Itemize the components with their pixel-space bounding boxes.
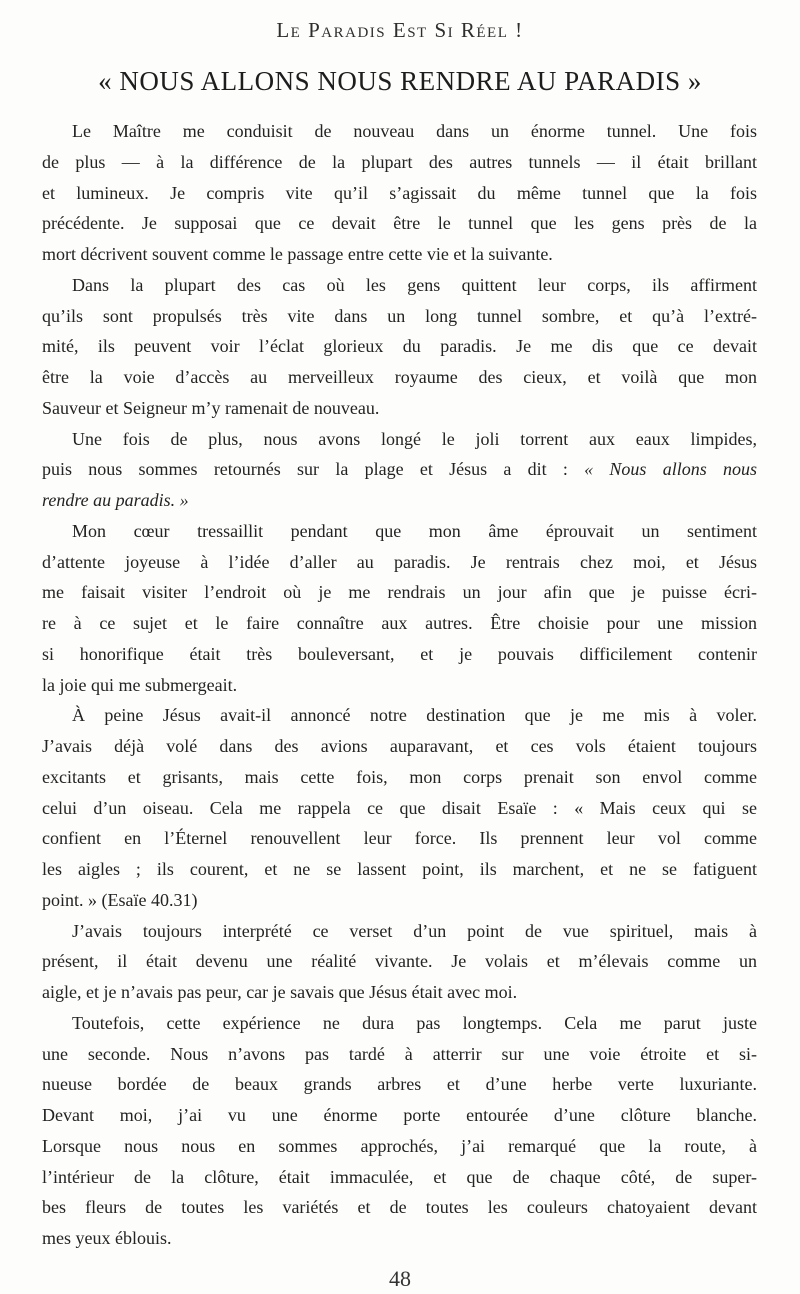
text-line [42, 208, 757, 239]
text-line [42, 823, 757, 854]
text-segment: qu’ils sont propulsés très vite dans un long tunnel sombre, et qu’à l’extré- [42, 305, 757, 326]
text-segment: aigle, et je n’avais pas peur, car je savais que Jésus était avec moi. [42, 982, 518, 1002]
paragraph [42, 516, 757, 701]
text-line [42, 854, 757, 885]
text-segment: celui d’un oiseau. Cela me rappela ce que disait Esaïe : « Mais ceux qui se [42, 797, 757, 818]
body-text [42, 116, 757, 1254]
text-line [42, 147, 757, 178]
text-segment: puis nous sommes retournés sur la plage et Jésus a dit : [42, 459, 585, 480]
paragraph [42, 270, 757, 424]
italic-quote-segment: « Nous allons nous [584, 459, 757, 480]
paragraph [42, 700, 757, 915]
text-segment: Dans la plupart des cas où les gens quittent leur corps, ils affirment [72, 274, 757, 295]
text-line [42, 301, 757, 332]
text-line [42, 116, 757, 147]
text-line [42, 1223, 757, 1254]
text-line [42, 424, 757, 455]
text-line [42, 731, 757, 762]
text-segment: une seconde. Nous n’avons pas tardé à atterrir sur une voie étroite et si- [42, 1043, 757, 1064]
text-line [42, 639, 757, 670]
text-segment: bes fleurs de toutes les variétés et de toutes les couleurs chatoyaient devant [42, 1197, 757, 1218]
text-segment: Lorsque nous nous en sommes approchés, j’ai remarqué que la route, à [42, 1135, 757, 1156]
text-segment: J’avais toujours interprété ce verset d’un point de vue spirituel, mais à [72, 920, 757, 941]
text-segment: Mon cœur tressaillit pendant que mon âme éprouvait un sentiment [72, 520, 757, 541]
text-segment: et lumineux. Je compris vite qu’il s’agissait du même tunnel que la fois [42, 182, 757, 203]
text-line [42, 239, 757, 270]
text-segment: confient en l’Éternel renouvellent leur force. Ils prennent leur vol comme [42, 828, 757, 849]
paragraph [42, 916, 757, 1008]
text-line [42, 608, 757, 639]
text-segment: me faisait visiter l’endroit où je me rendrais un jour afin que je puisse écri- [42, 582, 757, 603]
text-line [42, 946, 757, 977]
text-line [42, 700, 757, 731]
running-head: Le Paradis Est Si Réel ! [276, 18, 524, 42]
text-line [42, 670, 757, 701]
text-line [42, 331, 757, 362]
text-line [42, 1131, 757, 1162]
text-line [42, 547, 757, 578]
text-segment: précédente. Je supposai que ce devait être le tunnel que les gens près de la [42, 213, 757, 234]
text-segment: Une fois de plus, nous avons longé le joli torrent aux eaux limpides, [72, 428, 757, 449]
text-line [42, 1162, 757, 1193]
text-segment: Sauveur et Seigneur m’y ramenait de nouveau. [42, 397, 380, 418]
text-line [42, 1039, 757, 1070]
text-segment: re à ce sujet et le faire connaître aux autres. Être choisie pour une mission [42, 613, 757, 633]
text-segment: être la voie d’accès au merveilleux royaume des cieux, et voilà que mon [42, 367, 757, 387]
text-line [42, 977, 757, 1008]
text-segment: mes yeux éblouis. [42, 1228, 172, 1248]
text-segment: mort décrivent souvent comme le passage entre cette vie et la suivante. [42, 244, 553, 264]
page-number: 48 [389, 1265, 411, 1291]
text-line [42, 270, 757, 301]
text-line [42, 1192, 757, 1223]
italic-quote-segment: rendre au paradis. » [42, 490, 189, 510]
text-line [42, 1100, 757, 1131]
text-segment: les aigles ; ils courent, et ne se lassent point, ils marchent, et ne se fatiguent [42, 859, 757, 879]
text-line [42, 916, 757, 947]
text-line [42, 1008, 757, 1039]
text-line [42, 178, 757, 209]
text-segment: point. » (Esaïe 40.31) [42, 889, 198, 910]
text-segment: d’attente joyeuse à l’idée d’aller au paradis. Je rentrais chez moi, et Jésus [42, 551, 757, 572]
text-segment: la joie qui me submergeait. [42, 674, 238, 695]
text-segment: Le Maître me conduisit de nouveau dans un énorme tunnel. Une fois [72, 121, 757, 141]
text-line [42, 793, 757, 824]
text-segment: Toutefois, cette expérience ne dura pas longtemps. Cela me parut juste [72, 1012, 757, 1033]
text-segment: À peine Jésus avait-il annoncé notre destination que je me mis à voler. [72, 705, 757, 726]
text-line [42, 577, 757, 608]
text-line [42, 393, 757, 424]
text-segment: si honorifique était très bouleversant, et je pouvais difficilement contenir [42, 643, 757, 664]
text-segment: nueuse bordée de beaux grands arbres et d’une herbe verte luxuriante. [42, 1074, 757, 1095]
paragraph [42, 424, 757, 516]
text-line [42, 485, 757, 516]
text-line [42, 762, 757, 793]
text-line [42, 1069, 757, 1100]
text-line [42, 516, 757, 547]
text-segment: mité, ils peuvent voir l’éclat glorieux du paradis. Je me dis que ce devait [42, 336, 757, 357]
text-segment: présent, il était devenu une réalité vivante. Je volais et m’élevais comme un [42, 951, 757, 972]
paragraph [42, 1008, 757, 1254]
text-segment: J’avais déjà volé dans des avions auparavant, et ces vols étaient toujours [42, 736, 757, 756]
text-segment: de plus — à la différence de la plupart des autres tunnels — il était brillant [42, 151, 757, 172]
text-line [42, 885, 757, 916]
text-line [42, 362, 757, 393]
text-segment: excitants et grisants, mais cette fois, mon corps prenait son envol comme [42, 766, 757, 787]
chapter-title: « NOUS ALLONS NOUS RENDRE AU PARADIS » [98, 66, 702, 96]
text-line [42, 454, 757, 485]
paragraph [42, 116, 757, 270]
text-segment: l’intérieur de la clôture, était immaculée, et que de chaque côté, de super- [42, 1166, 757, 1187]
text-segment: Devant moi, j’ai vu une énorme porte entourée d’une clôture blanche. [42, 1105, 757, 1125]
